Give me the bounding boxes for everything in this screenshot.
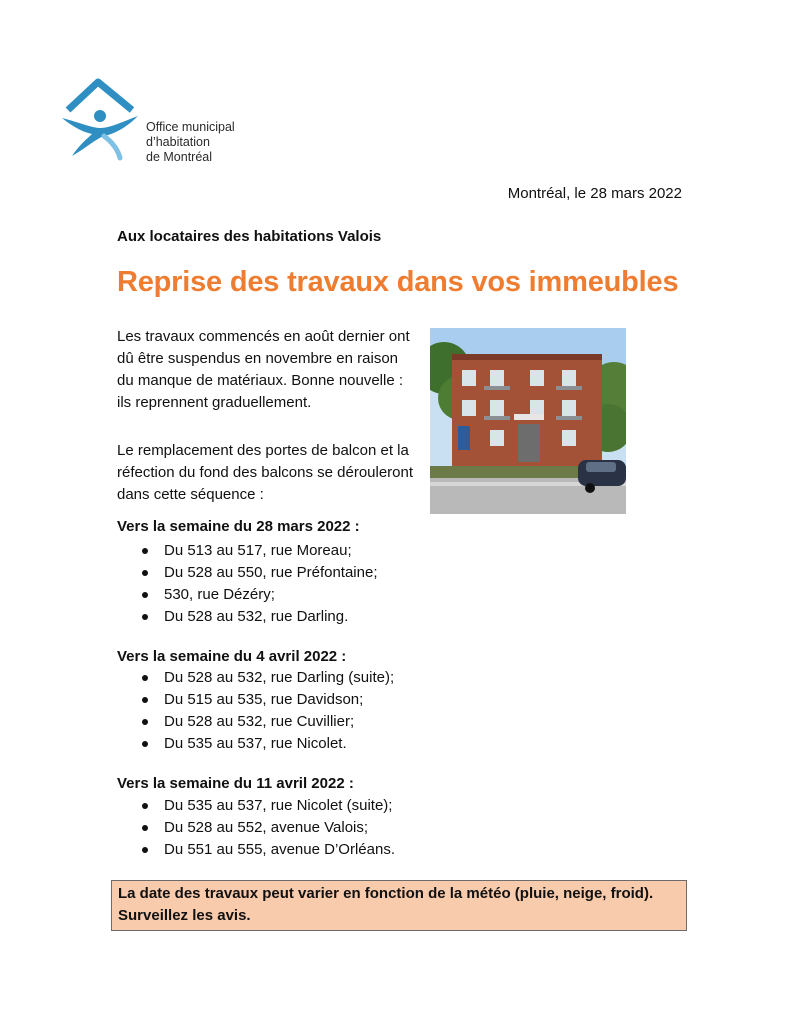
org-name — [146, 120, 235, 165]
list-item: Du 515 au 535, rue Davidson; — [140, 689, 394, 711]
schedule-week-list — [140, 795, 395, 861]
schedule-week-title: Vers la semaine du 4 avril 2022 : — [117, 648, 347, 665]
page-title: Reprise des travaux dans vos immeubles — [117, 266, 679, 298]
schedule-week-list — [140, 667, 394, 755]
list-item: Du 551 au 555, avenue D’Orléans. — [140, 839, 395, 861]
list-item: Du 528 au 552, avenue Valois; — [140, 817, 395, 839]
list-item: 530, rue Dézéry; — [140, 584, 378, 606]
org-name-line: de Montréal — [146, 150, 213, 164]
weather-notice: La date des travaux peut varier en fonction de la météo (pluie, neige, froid). Surveillez les avis. — [111, 880, 687, 931]
list-item: Du 535 au 537, rue Nicolet. — [140, 733, 394, 755]
schedule-week-title: Vers la semaine du 11 avril 2022 : — [117, 775, 354, 792]
org-name-line: d’habitation — [146, 135, 210, 149]
list-item: Du 528 au 550, rue Préfontaine; — [140, 562, 378, 584]
schedule-week-list — [140, 540, 378, 628]
list-item: Du 513 au 517, rue Moreau; — [140, 540, 378, 562]
list-item: Du 535 au 537, rue Nicolet (suite); — [140, 795, 395, 817]
intro-paragraph: Les travaux commencés en août dernier ont dû être suspendus en novembre en raison du manque de matériaux. Bonne nouvelle : ils reprennent graduellement. — [117, 328, 410, 411]
omhm-logo — [58, 78, 248, 168]
list-item: Du 528 au 532, rue Cuvillier; — [140, 711, 394, 733]
building-photo — [430, 328, 626, 514]
org-name-line: Office municipal — [146, 120, 235, 134]
list-item: Du 528 au 532, rue Darling (suite); — [140, 667, 394, 689]
letter-date: Montréal, le 28 mars 2022 — [507, 185, 682, 202]
sequence-paragraph: Le remplacement des portes de balcon et la réfection du fond des balcons se dérouleront dans cette séquence : — [117, 442, 414, 503]
schedule-week-title: Vers la semaine du 28 mars 2022 : — [117, 518, 360, 535]
omhm-house-icon — [58, 78, 144, 162]
addressee: Aux locataires des habitations Valois — [117, 228, 382, 245]
list-item: Du 528 au 532, rue Darling. — [140, 606, 378, 628]
